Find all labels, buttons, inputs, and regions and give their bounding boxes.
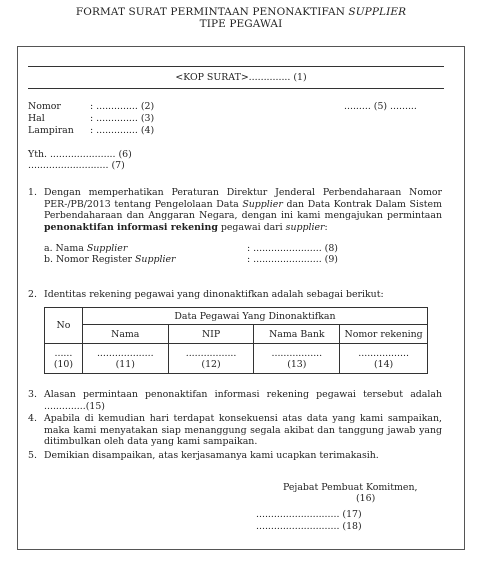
para3-text: Alasan permintaan penonaktifan informasi rekening pegawai tersebut adalah ..............(15) <box>44 389 442 412</box>
para2-text: Identitas rekening pegawai yang dinonaktifkan adalah sebagai berikut: <box>44 289 384 300</box>
para5-text: Demikian disampaikan, atas kerjasamanya kami ucapkan terimakasih. <box>44 450 379 461</box>
para4-text: Apabila di kemudian hari terdapat konsekuensi atas data yang kami sampaikan, maka kami menyatakan siap menanggung segala akibat dan tanggung jawab yang ditimbulkan oleh data yang kami sampaikan. <box>44 413 442 447</box>
field-value-nomor: : .............. (2) <box>90 101 155 112</box>
signature-title: Pejabat Pembuat Komitmen, <box>283 482 418 493</box>
field-label-hal: Hal <box>28 113 45 124</box>
document-subtitle: TIPE PEGAWAI <box>199 18 283 30</box>
supplier-name-label: a. Nama Supplier <box>44 243 128 254</box>
para1-text-bold: penonaktifan informasi rekening <box>44 221 218 233</box>
para4-number: 4. <box>28 413 37 424</box>
para2-number: 2. <box>28 289 37 300</box>
employee-table <box>44 307 428 374</box>
title-text-b: SUPPLIER <box>348 6 407 18</box>
table-cell: ................. (14) <box>340 344 428 374</box>
para1-text <box>44 187 442 233</box>
recipient-line2: ........................... (7) <box>28 160 125 171</box>
para1-text-f: : <box>324 221 328 233</box>
field-label-nomor: Nomor <box>28 101 61 112</box>
table-header-no: No <box>45 308 83 344</box>
para1-text-d: pegawai dari <box>217 221 286 233</box>
table-group-header: Data Pegawai Yang Dinonaktifkan <box>82 308 427 325</box>
signature-number: (16) <box>356 493 376 504</box>
top-rule <box>28 66 444 67</box>
supplier-register-label: b. Nomor Register Supplier <box>44 254 176 265</box>
para5-number: 5. <box>28 450 37 461</box>
table-row <box>45 344 428 374</box>
para1-text-a: Dengan memperhatikan Peraturan Direktur Jenderal Perbendaharaan Nomor PER-/PB/2013 tentang Pengelolaan Data <box>44 187 442 210</box>
supplier-register-value: : ....................... (9) <box>247 254 338 265</box>
supplier-name-value: : ....................... (8) <box>247 243 338 254</box>
table-col-nama-bank: Nama Bank <box>254 325 340 344</box>
title-text-a: FORMAT SURAT PERMINTAAN PENONAKTIFAN <box>75 6 349 18</box>
kop-rule <box>28 88 444 89</box>
table-cell: ...... (10) <box>45 344 83 374</box>
para1-text-e: supplier <box>285 221 325 233</box>
signature-nip: ............................ (18) <box>256 521 362 532</box>
table-col-nip: NIP <box>168 325 254 344</box>
date-field: ......... (5) ......... <box>344 101 417 112</box>
table-cell: ................... (11) <box>82 344 168 374</box>
field-value-lampiran: : .............. (4) <box>90 125 155 136</box>
recipient-line1: Yth. ...................... (6) <box>28 149 132 160</box>
field-value-hal: : .............. (3) <box>90 113 155 124</box>
field-label-lampiran: Lampiran <box>28 125 74 136</box>
document-title <box>0 6 482 18</box>
para1-text-c: dan Data Kontrak Dalam Sistem Perbendaharaan dan Anggaran Negara, dengan ini kami mengajukan permintaan <box>44 198 442 221</box>
para1-text-b: Supplier <box>242 198 283 210</box>
signature-name: ............................ (17) <box>256 509 362 520</box>
table-cell: ................. (13) <box>254 344 340 374</box>
para3-number: 3. <box>28 389 37 400</box>
table-col-nama: Nama <box>82 325 168 344</box>
kop-surat: <KOP SURAT>.............. (1) <box>175 72 307 83</box>
para1-number: 1. <box>28 187 37 198</box>
table-col-nomor-rekening: Nomor rekening <box>340 325 428 344</box>
table-cell: ................. (12) <box>168 344 254 374</box>
